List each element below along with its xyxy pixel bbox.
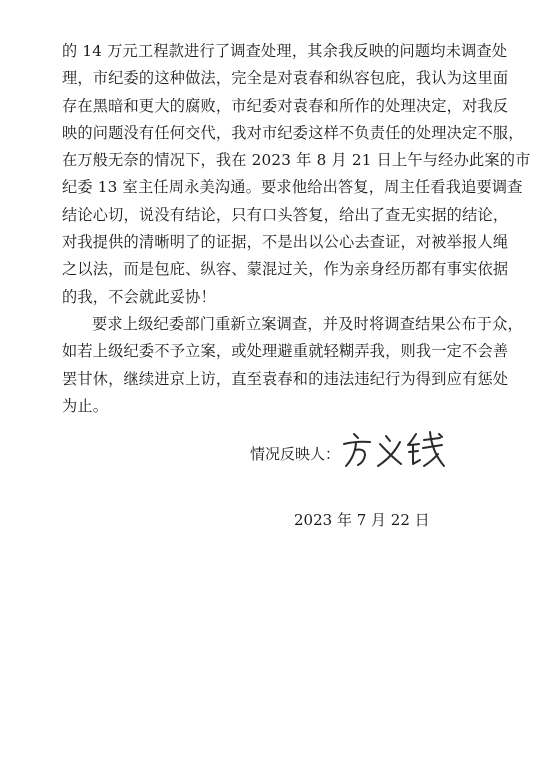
paragraph-line: 理，市纪委的这种做法，完全是对袁春和纵容包庇，我认为这里面 <box>62 69 509 88</box>
paragraph-line: 如若上级纪委不予立案，或处理避重就轻糊弄我，则我一定不会善 <box>62 342 509 361</box>
paragraph-line: 之以法，而是包庇、纵容、蒙混过关，作为亲身经历都有事实依据 <box>62 260 509 279</box>
paragraph-line: 对我提供的清晰明了的证据，不是出以公心去查证，对被举报人绳 <box>62 233 509 252</box>
paragraph-line: 映的问题没有任何交代，我对市纪委这样不负责任的处理决定不服， <box>62 123 524 142</box>
paragraph-line: 为止。 <box>62 396 109 415</box>
signature-label: 情况反映人： <box>250 445 341 463</box>
paragraph-2 <box>62 311 523 420</box>
paragraph-line: 的我，不会就此妥协！ <box>62 287 216 306</box>
letter-body <box>62 38 531 420</box>
paragraph-1 <box>62 38 531 311</box>
signature-block <box>250 428 450 478</box>
letter-date: 2023 年 7 月 22 日 <box>294 511 430 529</box>
handwritten-signature <box>338 428 448 474</box>
paragraph-line: 要求上级纪委部门重新立案调查，并及时将调查结果公布于众， <box>92 314 523 333</box>
paragraph-line: 纪委 13 室主任周永美沟通。要求他给出答复，周主任看我追要调查 <box>62 178 523 197</box>
paragraph-line: 的 14 万元工程款进行了调查处理，其余我反映的问题均未调查处 <box>62 42 508 60</box>
paragraph-line: 在万般无奈的情况下，我在 2023 年 8 月 21 日上午与经办此案的市 <box>62 151 531 170</box>
paragraph-line: 结论心切，说没有结论，只有口头答复，给出了查无实据的结论， <box>62 205 509 224</box>
paragraph-line: 存在黑暗和更大的腐败，市纪委对袁春和所作的处理决定，对我反 <box>62 96 509 115</box>
paragraph-line: 罢甘休，继续进京上访，直至袁春和的违法违纪行为得到应有惩处 <box>62 369 509 388</box>
